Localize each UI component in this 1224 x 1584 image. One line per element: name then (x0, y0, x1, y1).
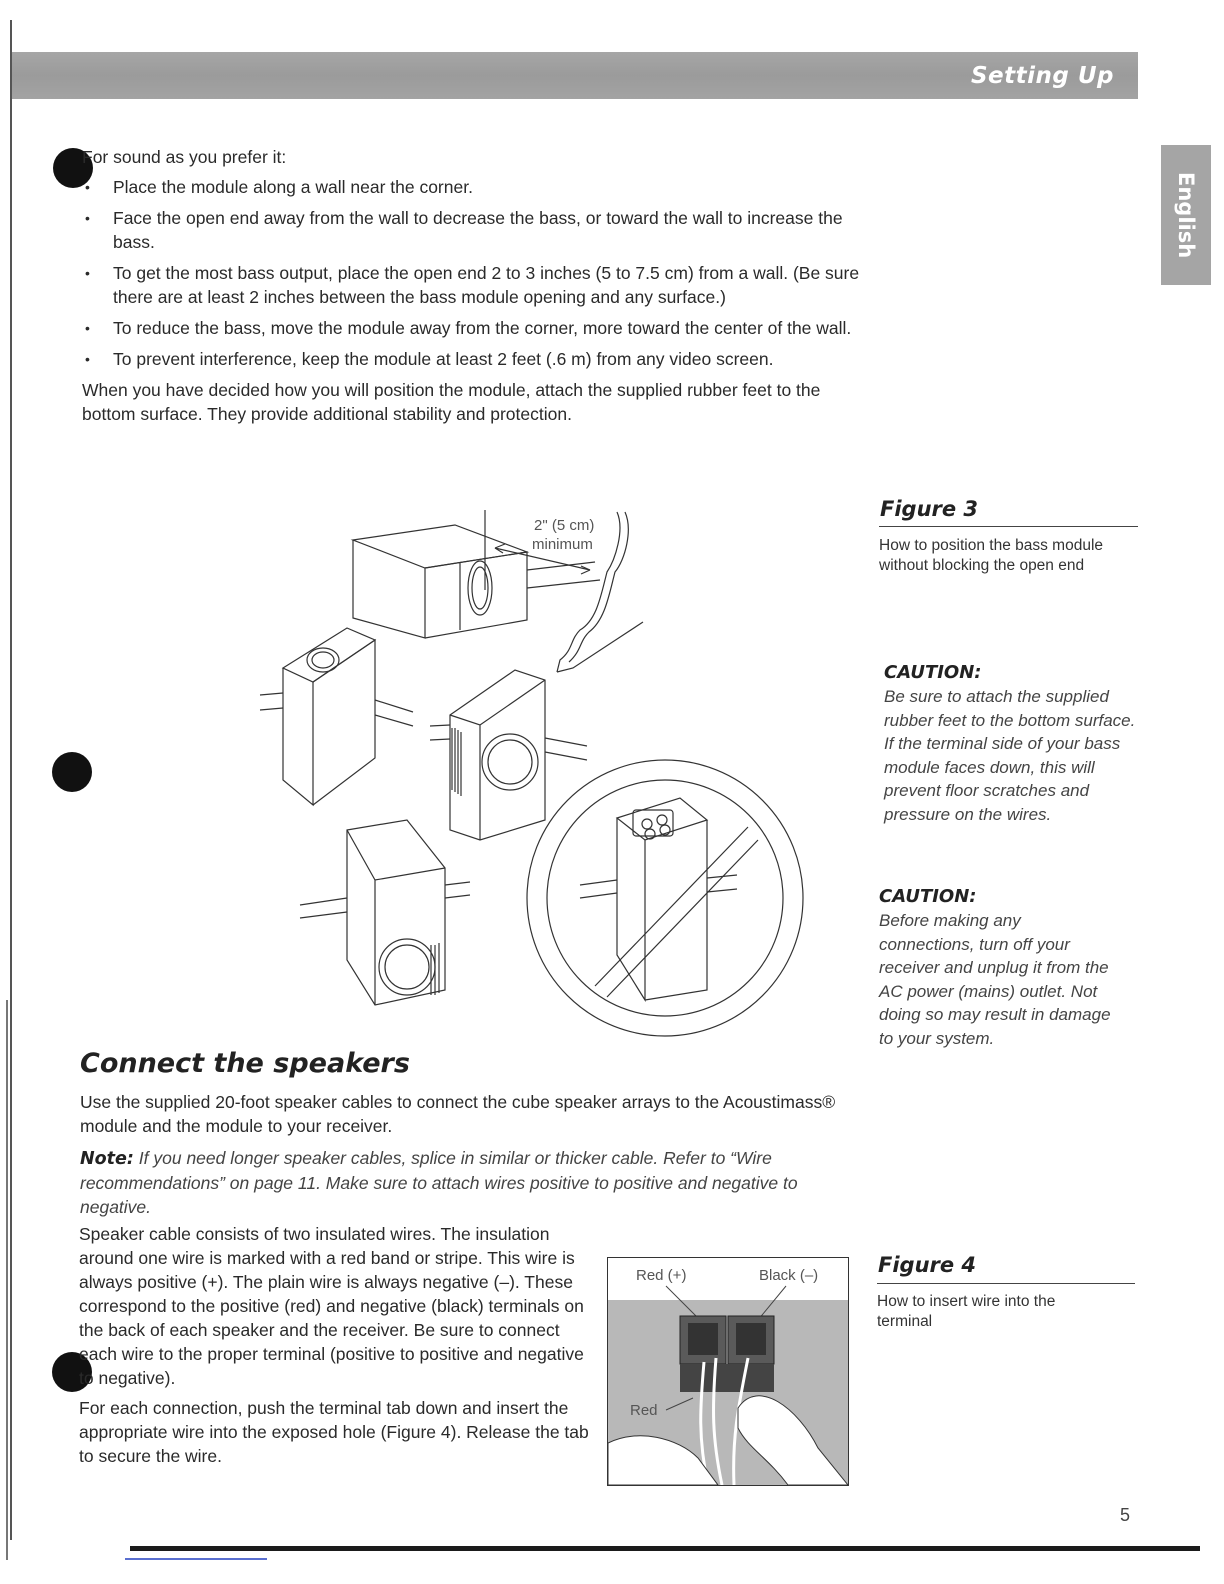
intro-after: When you have decided how you will position the module, attach the supplied rubber feet to the bottom surface. They provide additional stability and protection. (82, 380, 821, 424)
list-item: • Place the module along a wall near the corner. (82, 175, 862, 199)
binding-edge (10, 20, 12, 1540)
push-paragraph: For each connection, push the terminal tab down and insert the appropriate wire into the exposed hole (Figure 4). Release the tab to secure the wire. (79, 1398, 589, 1466)
note-paragraph (80, 1146, 860, 1219)
dimension-sublabel: minimum (532, 536, 593, 553)
intro-section (82, 145, 862, 426)
dimension-label: 2" (5 cm) (534, 517, 595, 534)
figure4-label: Figure 4 (878, 1253, 977, 1277)
terminal-diagram (608, 1258, 848, 1485)
module-upright-left-icon (260, 628, 413, 805)
list-item: • To reduce the bass, move the module away from the corner, more toward the center of the wall. (82, 316, 862, 340)
intro-lead: For sound as you prefer it: (82, 147, 287, 167)
language-tab-label: English (1174, 171, 1198, 259)
figure3-rule (879, 526, 1138, 527)
cable-paragraph: Speaker cable consists of two insulated wires. The insulation around one wire is marked with a red band or stripe. This wire is always positive (+). The plain wire is always negative (–). These correspond to the positive (red) and negative (black) terminals on the back of each speaker and the receiver. Be sure to connect each wire to the proper terminal (positive to positive and negative to negative). (79, 1224, 584, 1388)
figure4-rule (877, 1283, 1135, 1284)
header-band (12, 52, 1138, 99)
black-terminal-label: Black (–) (759, 1267, 819, 1284)
module-upright-bottom-icon (300, 820, 470, 1005)
caution2-text: Before making any connections, turn off your receiver and unplug it from the AC power (mains) outlet. Not doing so may result in damage to your system. (879, 911, 1111, 1048)
figure3-caption: How to position the bass module without blocking the open end (879, 537, 1104, 574)
caution2-title: CAUTION: (879, 886, 977, 907)
section-heading: Connect the speakers (80, 1048, 410, 1079)
figure3-label: Figure 3 (880, 497, 979, 521)
figure3-illustration (255, 500, 815, 1045)
list-item: • Face the open end away from the wall to decrease the bass, or toward the wall to increase the bass. (82, 206, 862, 254)
note-label: Note: (80, 1149, 134, 1169)
connect-intro: Use the supplied 20-foot speaker cables to connect the cube speaker arrays to the Acoustimass® module and the module to your receiver. (80, 1092, 836, 1136)
caution1-title: CAUTION: (884, 662, 982, 683)
list-item: • To prevent interference, keep the module at least 2 feet (.6 m) from any video screen. (82, 347, 862, 371)
figure4-caption: How to insert wire into the terminal (877, 1293, 1056, 1330)
figure4-illustration (607, 1257, 849, 1486)
section-title: Setting Up (970, 63, 1114, 89)
wire-label: Red (630, 1402, 658, 1419)
red-terminal-label: Red (+) (636, 1267, 687, 1284)
bottom-rule (130, 1546, 1200, 1551)
caution1-text: Be sure to attach the supplied rubber feet to the bottom surface. If the terminal side of your bass module faces down, this will prevent floor scratches and pressure on the wires. (884, 687, 1136, 824)
page-number: 5 (1120, 1505, 1131, 1525)
list-item: • To get the most bass output, place the open end 2 to 3 inches (5 to 7.5 cm) from a wall. (Be sure there are at least 2 inches between the bass module opening and any surface.) (82, 261, 862, 309)
bottom-rule-accent (125, 1558, 267, 1560)
module-upright-middle-icon (430, 670, 587, 840)
language-tab (1161, 145, 1211, 285)
binding-edge-lower (6, 1000, 8, 1560)
note-text: If you need longer speaker cables, splice in similar or thicker cable. Refer to “Wire recommendations” on page 11. Make sure to attach wires positive to positive and negative to negative. (80, 1148, 798, 1217)
bullet-list (82, 175, 862, 371)
prohibited-slash (595, 827, 758, 997)
punch-hole-icon (52, 752, 92, 792)
prohibited-icon (527, 760, 803, 1036)
